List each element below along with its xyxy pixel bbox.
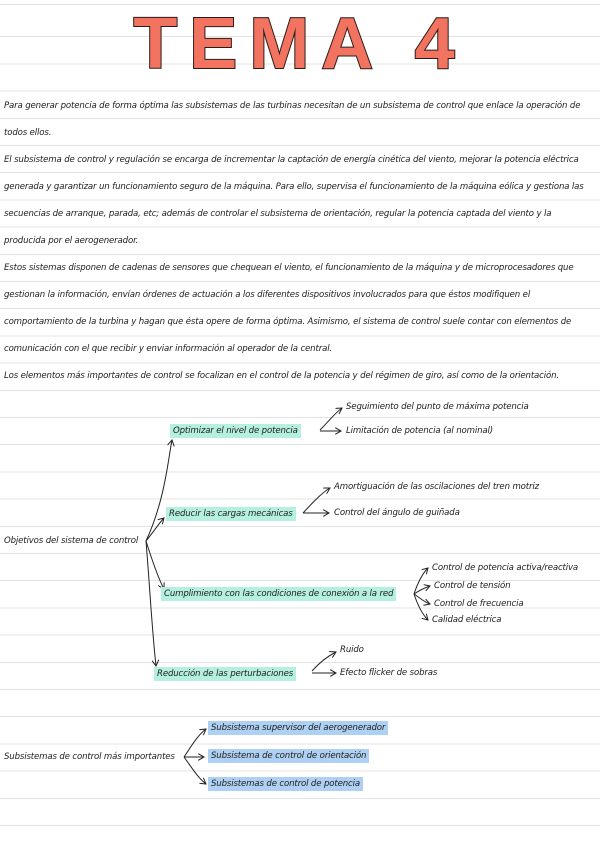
leaf-seguimiento: Seguimiento del punto de máxima potencia — [346, 402, 529, 412]
branch-cumplimiento: Cumplimiento con las condiciones de conexión a la red — [161, 587, 396, 601]
leaf-control-angulo: Control del ángulo de guiñada — [334, 508, 460, 518]
leaf-limitacion: Limitación de potencia (al nominal) — [346, 426, 493, 436]
paragraph-1: Para generar potencia de forma óptima las subsistemas de las turbinas necesitan de un subsistema de control que enlace la operación de todos ellos. — [4, 101, 581, 138]
branch-reducir-cargas: Reducir las cargas mecánicas — [166, 507, 296, 521]
paragraph-2: El subsistema de control y regulación se encarga de incrementar la captación de energía cinética del viento, mejorar la potencia eléctrica generada y garantizar un funcionamiento seguro de la máquina. Para ello, supervisa el funcionamiento de la máquina eólica y gestiona las secuencias de arranque, parada, etc; además de controlar el subsistema de orientación, regular la potencia captada del viento y la producida por el aerogenerador. — [4, 155, 584, 246]
diagram2-root: Subsistemas de control más importantes — [4, 752, 175, 762]
paragraph-4: Los elementos más importantes de control se focalizan en el control de la potencia y del régimen de giro, así como de la orientación. — [4, 371, 559, 381]
paragraph-3: Estos sistemas disponen de cadenas de sensores que chequean el viento, el funcionamiento de la máquina y de microprocesadores que gestionan la información, envían órdenes de actuación a los diferentes dispositivos involucrados para que éstos modifiquen el comportamiento de la turbina y hagan que ésta opere de forma óptima. Asimismo, el sistema de control suele contar con elementos de comunicación con el que recibir y enviar información al operador de la central. — [4, 263, 574, 354]
branch-optimizar: Optimizar el nivel de potencia — [170, 424, 301, 438]
leaf-potencia-activa: Control de potencia activa/reactiva — [432, 563, 579, 573]
page-title-text: TEMA 4 — [133, 4, 467, 84]
leaf-frecuencia: Control de frecuencia — [434, 599, 524, 609]
leaf-ruido: Ruido — [340, 645, 364, 655]
leaf-tension: Control de tensión — [434, 581, 511, 591]
subsystem-potencia: Subsistemas de control de potencia — [208, 777, 363, 791]
branch-perturbaciones: Reducción de las perturbaciones — [154, 667, 296, 681]
leaf-calidad: Calidad eléctrica — [432, 615, 502, 625]
subsystem-supervisor: Subsistema supervisor del aerogenerador — [208, 721, 388, 735]
diagram1-root: Objetivos del sistema de control — [4, 536, 139, 546]
leaf-flicker: Efecto flicker de sobras — [340, 668, 438, 678]
subsystem-orientacion: Subsistema de control de orientación — [208, 749, 369, 763]
leaf-amortiguacion: Amortiguación de las oscilaciones del tren motriz — [334, 482, 539, 492]
